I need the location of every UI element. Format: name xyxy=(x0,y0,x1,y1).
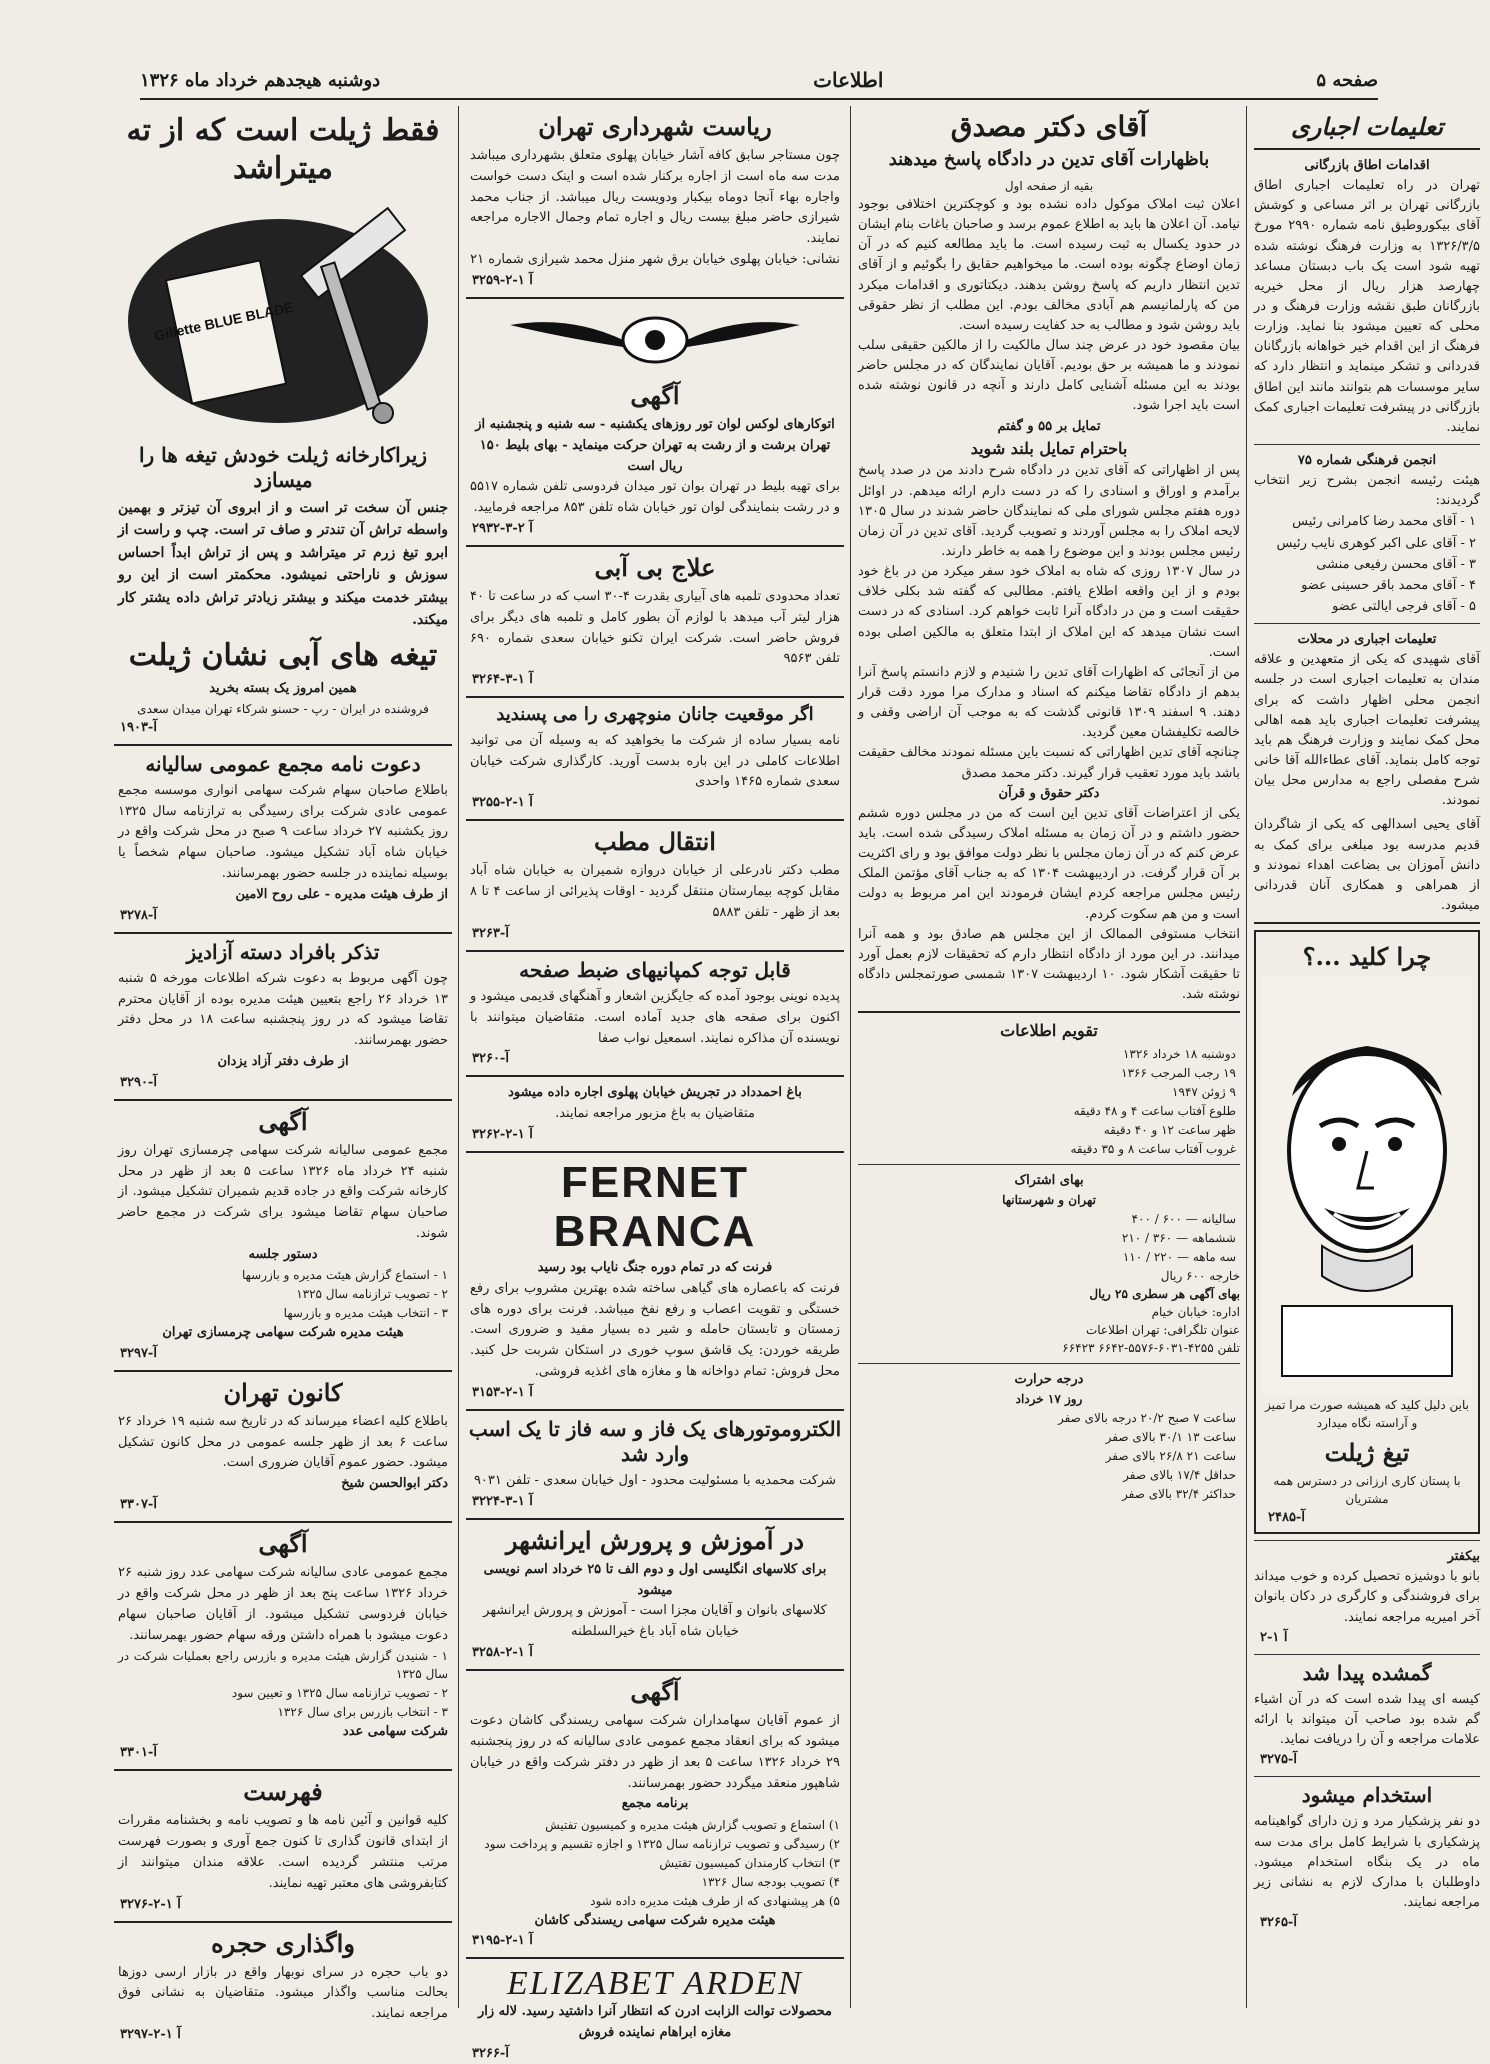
paper-name: اطلاعات xyxy=(813,68,884,92)
list-item: ۱۹ رجب المرجب ۱۳۶۶ xyxy=(1121,1066,1236,1081)
ad-subhead: اتوکارهای لوکس لوان تور روزهای یکشنبه - سه شنبه و پنجشنبه از تهران برشت و از رشت به تهران حرکت مینماید - بهای بلیط ۱۵۰ ریال است xyxy=(475,416,835,474)
list-item: ۵) هر پیشنهادی که از طرف هیئت مدیره داده شود xyxy=(590,1893,840,1908)
section-heading: تعلیمات اجباری در محلات xyxy=(1297,632,1437,648)
ad-body: شرکت محمدیه با مسئولیت محدود - اول خیابان سعدی - تلفن ۹۰۳۱ xyxy=(473,1472,837,1488)
ad-brand: تیغ ژیلت xyxy=(1324,1438,1410,1468)
ad-code: ۳۲۹۷-آ xyxy=(120,1345,157,1361)
ad-caption: باین دلیل کلید که همیشه صورت مرا تمیز و آراسته نگاه میدارد xyxy=(1264,1398,1470,1431)
list-item: طلوع آفتاب ساعت ۴ و ۴۸ دقیقه xyxy=(1073,1104,1236,1119)
ad-code: ۳۲۷۸-آ xyxy=(120,907,157,923)
article-paragraph: در سال ۱۳۰۷ روزی که شاه به املاک خود سفر میکرد من در باغ خود بودم و از این واقعه اطلاع یافتم. مطالبی که گفته شد بکلی خلاف حقیقت است و من در دادگاه آنرا ثابت خواهم کرد. اسنادی که در دست است نشان میدهد که این املاک از ابتدا متعلق به مالکین اصلی بوده است. xyxy=(858,564,1240,660)
column-rule xyxy=(1246,106,1247,2008)
ad-rate: بهای آگهی هر سطری ۲۵ ریال xyxy=(1089,1287,1240,1302)
ad-body: باطلاع کلیه اعضاء میرساند که در تاریخ سه شنبه ۱۹ خرداد ۲۶ ساعت ۶ بعد از ظهر جلسه عمومی در محل کانون تشکیل میشود. حضور عموم آقایان ضروری است. xyxy=(118,1413,448,1471)
list-item: ۲ - تصویب ترازنامه سال ۱۳۲۵ xyxy=(296,1286,448,1301)
list-item: ۲ - آقای علی اکبر کوهری نایب رئیس xyxy=(1276,535,1476,551)
smiling-face-illustration xyxy=(1262,976,1472,1396)
article-subheading: باحترام تمایل بلند شوید xyxy=(970,438,1128,458)
ad-code: ۱۹۰۳-آ xyxy=(120,719,157,735)
temperature-date: روز ۱۷ خرداد xyxy=(1015,1392,1083,1407)
ad-body: دو نفر پزشکیار مرد و زن دارای گواهینامه پزشکیاری با شرایط کامل برای مدت سه ماه در یک بنگاه استخدام میشود. داوطلبان با مدارک لازم به نشانی زیر مراجعه نمایند. xyxy=(1254,1814,1480,1911)
list-item: حداقل ۱۷/۴ بالای صفر xyxy=(1123,1468,1236,1483)
article-continued: بقیه از صفحه اول xyxy=(1004,178,1094,193)
ad-code: ۳۲۶۵-آ xyxy=(1260,1915,1297,1931)
ad-code: ۳۲۲۴-آ ۱-۳ xyxy=(472,1493,533,1509)
list-item: ۴) تصویب بودجه سال ۱۳۲۶ xyxy=(701,1874,840,1889)
ad-headline: بیکفتر xyxy=(1447,1549,1480,1565)
list-item: ظهر ساعت ۱۲ و ۴۰ دقیقه xyxy=(1103,1123,1236,1138)
agenda-title: برنامه مجمع xyxy=(621,1796,689,1812)
list-item: ۲ - تصویب ترازنامه سال ۱۳۲۵ و تعیین سود xyxy=(231,1686,448,1701)
ad-body: چون آگهی مربوط به دعوت شرکه اطلاعات مورخه ۵ شنبه ۱۳ خرداد ۲۶ راجع بتعیین هیئت مدیره بوده از آقایان محترم تقاضا میشود که در روز پنجشنبه ساعت ۱۸ در محل دفتر حضور بهمرسانند. xyxy=(118,970,448,1049)
ad-headline: علاج بی آبی xyxy=(594,553,716,583)
ad-code: آ ۱-۲ xyxy=(1260,1629,1288,1645)
ad-code: ۳۲۹۰-آ xyxy=(120,1074,157,1090)
ad-headline: آگهی xyxy=(258,1106,308,1136)
column-right xyxy=(1254,106,1480,2008)
article-paragraph: یکی از اعتراضات آقای تدین این است که من در مجلس دوره ششم حضور داشتم و در آن زمان به مسئله املاک رسیدگی شده است. باید عرض کنم که در آن زمان مجلس با نظر دولت موافق بود و رای اکثریت بر آن قرار گرفت. در اردیبهشت ۱۳۰۴ که به جناب آقای مؤتمن الملک رئیس مجلس مراجعه کردم ایشان فرمودند این امر مربوط به دولت است و من هم سکوت کردم. xyxy=(858,805,1240,922)
calendar-title: تقویم اطلاعات xyxy=(1000,1021,1098,1041)
agenda-list xyxy=(114,1266,452,1322)
ad-headline: چرا کلید ...؟ xyxy=(1302,942,1432,972)
ad-code: ۳۳۰۱-آ xyxy=(120,1745,157,1761)
ad-body: کلاسهای بانوان و آقایان مجزا است - آموزش و پرورش ایرانشهر خیابان شاه آباد باغ خیرالسلطنه xyxy=(483,1603,827,1640)
calendar-list xyxy=(858,1045,1240,1158)
ad-code: ۳۲۵۵-آ ۱-۲ xyxy=(472,795,533,811)
ad-headline: در آموزش و پرورش ایرانشهر xyxy=(505,1525,805,1555)
list-item: دوشنبه ۱۸ خرداد ۱۳۲۶ xyxy=(1122,1047,1236,1062)
list-item: ساعت ۲۱ ۲۶/۸ بالای صفر xyxy=(1105,1449,1236,1464)
ad-headline: فهرست xyxy=(243,1777,323,1807)
ad-signature: هیئت مدیره شرکت سهامی چرمسازی تهران xyxy=(162,1324,404,1340)
telegram-address: عنوان تلگرافی: تهران اطلاعات xyxy=(1085,1323,1240,1338)
ad-headline: آگهی xyxy=(258,1529,308,1559)
section-body: هیئت رئیسه انجمن بشرح زیر انتخاب گردیدند: xyxy=(1254,473,1480,509)
subscription-subhead: تهران و شهرستانها xyxy=(1002,1193,1096,1208)
article-subheading: دکتر حقوق و قرآن xyxy=(998,785,1100,801)
list-item: ۴ - آقای محمد باقر حسینی عضو xyxy=(1301,577,1476,593)
razor-pack-label: Gillette BLUE BLADE xyxy=(152,298,295,344)
list-item: ۱ - استماع گزارش هیئت مدیره و بازرسها xyxy=(241,1267,448,1282)
ad-body: مجمع عمومی سالیانه شرکت سهامی چرمسازی تهران روز شنبه ۲۴ خرداد ماه ۱۳۲۶ ساعت ۵ بعد از ظهر در محل کارخانه شرکت واقع در جاده قدیم شمیران تشکیل میشود. از صاحبان سهام تقاضا میشود برای شرکت در مجمع حاضر شوند. xyxy=(118,1142,449,1242)
section-body: آقای یحیی اسدالهی که یکی از شاگردان قدیم مدرسه بود مبلغی برای کمک به دانش آموزان بی بضاعت اهداء نمودند و از همراهی و همکاری آنان قدردانی میشود. xyxy=(1254,817,1480,913)
elizabeth-arden-brand: ELIZABET ARDEN xyxy=(507,1964,803,2002)
ad-body: نامه بسیار ساده از شرکت ما بخواهید که به وسیله آن می توانید اطلاعات کاملی در این باره بدست آورید. کارگذاری شرکت خیابان سعدی شماره ۱۴۶۵ واحدی xyxy=(470,732,840,790)
article-paragraph: بیان مقصود خود در عرض چند سال مالکیت را از مالکین حقیقی سلب نمودند و ما همیشه بر حق بودیم. آقایان نمایندگان که در مجلس حاضر بودند به این مسئله آشنایی کامل دارند و آنچه در قانون نوشته شده است باید اجرا شود. xyxy=(858,337,1240,414)
ad-body: از عموم آقایان سهامداران شرکت سهامی ریسندگی کاشان دعوت میشود که برای انعقاد مجمع عمومی عادی سالیانه که در روز پنجشنبه ۲۹ خرداد ۱۳۲۶ ساعت ۵ بعد از ظهر در دفتر شرکت واقع در خیابان شاهپور منعقد میگردد حضور بهمرسانند. xyxy=(470,1713,840,1791)
issue-date: دوشنبه هیجدهم خرداد ماه ۱۳۲۶ xyxy=(140,69,381,91)
ad-body: محصولات توالت الزابت ادرن که انتظار آنرا داشتید رسید. لاله زار مغازه ابراهام نماینده فروش xyxy=(477,2004,833,2040)
section-body: تهران در راه تعلیمات اجباری اطاق بازرگانی تهران بر اثر مساعی و کوشش آقای بیکوروطیق نامه شماره ۲۹۹۰ مورخ ۱۳۲۶/۳/۵ به وزارت فرهنگ نوشته شده تهیه شود است یک باب دبستان مساعد چهارصد هزار ریال از محل خیریه بازرگانان طبق نقشه وزارت فرهنگ و در محلی که تعیین میشود بنا نماید. وزارت فرهنگ از این اقدام خیر خواهانه بازرگانان قدردانی و تشکر مینماید و انتظار دارد که سایر موسسات هم بتوانند مانند این اطاق بازرگانی در پیشرفت تعلیمات اجباری کمک نمایند. xyxy=(1254,178,1480,435)
ad-cta: همین امروز یک بسته بخرید xyxy=(209,680,357,696)
temperature-list xyxy=(858,1409,1240,1503)
ad-headline: دعوت نامه مجمع عمومی سالیانه xyxy=(145,751,421,776)
ad-body: متقاضیان به باغ مزبور مراجعه نمایند. xyxy=(555,1106,755,1122)
ad-signature: دکتر ابوالحسن شیخ xyxy=(341,1476,448,1492)
gillette-razor-illustration xyxy=(114,191,452,437)
list-item: ۳ - انتخاب بازرس برای سال ۱۳۲۶ xyxy=(277,1705,448,1720)
ad-body: فرنت که باعصاره های گیاهی ساخته شده بهترین مشروب برای رفع خستگی و تقویت اعصاب و رفع نفخ میباشد. فرنت برای دوره های زمستان و تابستان حامله و شیر ده بسیار مفید و ضروری است. طریقه خوردن: یک قاشق سوپ خوری در استکان شربت حل کنید. محل فروش: تمام دواخانه ها و مغازه های اغذیه فروشی. xyxy=(470,1280,840,1379)
article-paragraph: انتخاب مستوفی الممالک از این مجلس هم صادق بود و همه آنرا میدانند. در این مورد از دادگاه انتظار دارم که تحقیقات لازم بعمل آورد تا حقیقت آشکار شود. ۱۰ اردیبهشت ۱۳۰۷ شمسی صورتمجلس دادگاه نوشته شد. xyxy=(858,926,1241,1003)
list-item: سالیانه — ۶۰۰ / ۴۰۰ xyxy=(1131,1212,1236,1227)
ad-subhead: فرنت که در تمام دوره جنگ نایاب بود رسید xyxy=(537,1259,773,1275)
foreign-price: خارجه ۶۰۰ ریال xyxy=(1160,1269,1240,1284)
ad-body: برای تهیه بلیط در تهران بوان تور میدان فردوسی تلفن شماره ۵۵۱۷ و در رشت بنمایندگی لوان تور خیابان شاه تلفن ۸۵۳ مراجعه فرمایید. xyxy=(470,479,840,516)
list-item: ۳) انتخاب کارمندان کمیسیون تفتیش xyxy=(659,1855,840,1870)
ad-code: ۳۳۰۷-آ xyxy=(120,1497,157,1513)
list-item: ۹ ژوئن ۱۹۴۷ xyxy=(1172,1085,1236,1100)
ad-headline: قابل توجه کمپانیهای ضبط صفحه xyxy=(519,957,791,982)
ad-code: ۲۹۳۲-آ ۲-۳ xyxy=(472,520,533,536)
agenda-title: دستور جلسه xyxy=(248,1246,318,1262)
list-item: ۳ - انتخاب هیئت مدیره و بازرسها xyxy=(283,1305,448,1320)
list-item: ساعت ۱۳ ۳۰/۱ بالای صفر xyxy=(1105,1430,1236,1445)
column-ads xyxy=(466,106,844,2061)
ad-headline: ریاست شهرداری تهران xyxy=(538,112,772,141)
list-item: ششماهه — ۳۶۰ / ۲۱۰ xyxy=(1121,1231,1236,1246)
gillette-ad-box xyxy=(1254,930,1480,1534)
ad-code: ۳۲۷۵-آ xyxy=(1260,1752,1297,1768)
ad-headline: آگهی xyxy=(630,380,680,410)
article-subheading: تمایل بر ۵۵ و گفتم xyxy=(997,418,1101,434)
phone-numbers: تلفن ۴۲۵۵-۶۰۳۱-۵۵۷۶-۶۶۴۲ ۶۶۴۲۳ xyxy=(1062,1341,1240,1356)
list-item: ۵ - آقای فرجی ایالتی عضو xyxy=(1332,598,1476,614)
ad-dealers: فروشنده در ایران - رپ - حسنو شرکاء تهران میدان سعدی xyxy=(137,701,429,716)
ad-body: بانو با دوشیزه تحصیل کرده و خوب میداند برای فروشندگی و کارگری در دکان بانوان آخر امیریه مراجعه نمایند. xyxy=(1254,1569,1480,1625)
list-item: حداکثر ۳۲/۴ بالای صفر xyxy=(1122,1487,1236,1502)
ad-headline: واگذاری حجره xyxy=(211,1928,355,1958)
fernet-branca-brand: FERNET BRANCA xyxy=(553,1158,757,1256)
article-paragraph: من از آنجائی که اظهارات آقای تدین را شنیدم و لازم دانستم پاسخ آنرا بدهم از دادگاه تقاضا میکنم که اسناد و مدارک مرا مورد دقت قرار دهند. ۹ اسفند ۱۳۰۹ قانونی گذشت که به موجب آن اراضی وقفی و خالصه تکلیفشان معین گردید. xyxy=(858,664,1241,741)
ad-body: چون مستاجر سابق کافه آشار خیابان پهلوی متعلق بشهرداری میباشد مدت سه ماه است از اجاره برکنار شده است و اینک دست خواست واجاره بهاء آنجا دوماه بیکبار ودویست ریال میباشد. از جناب محمد شیرازی حاضر مبلغ بیست ریال و اجاره تمام وجمال الاجاره مراجعه نمایند. xyxy=(470,148,840,247)
ad-address: نشانی: خیابان پهلوی خیابان برق شهر منزل محمد شیرازی شماره ۲۱ xyxy=(470,251,840,267)
ad-headline: تذکر بافراد دسته آزادیز xyxy=(186,939,380,964)
ad-headline: گمشده پیدا شد xyxy=(1302,1660,1432,1685)
ad-signature: شرکت سهامی عدد xyxy=(342,1724,448,1740)
column-rule xyxy=(850,106,851,2008)
ad-headline: انتقال مطب xyxy=(594,827,716,857)
article-paragraph: چنانچه آقای تدین اظهاراتی که نسبت باین مسئله نمودند مخالف حقیقت باشد باید مورد تعقیب قرار گیرند. دکتر محمد مصدق xyxy=(858,745,1240,781)
member-list xyxy=(1254,512,1480,617)
list-item: ۳ - آقای محسن رفیعی منشی xyxy=(1316,556,1476,572)
ad-headline: الکتروموتورهای یک فاز و سه فاز تا یک اسب وارد شد xyxy=(468,1416,842,1466)
article-subtitle: باظهارات آقای تدین در دادگاه پاسخ میدهند xyxy=(888,148,1210,170)
ad-signature: هیئت مدیره شرکت سهامی ریسندگی کاشان xyxy=(534,1912,776,1928)
section-title: تعلیمات اجباری xyxy=(1290,112,1443,141)
ad-code: ۳۲۶۲-آ ۱-۲ xyxy=(472,1127,533,1143)
ad-code: ۳۲۵۸-آ ۱-۲ xyxy=(472,1645,533,1661)
ad-body: پدیده نوینی بوجود آمده که جایگزین اشعار و آهنگهای قدیمی میشود و اکنون برای صفحه های جدید آماده است. متقاضیان میتوانند با نویسنده آن مذاکره نمایند. اسمعیل نواب صفا xyxy=(470,988,840,1046)
masthead xyxy=(140,62,1378,100)
ad-signature: از طرف دفتر آزاد یزدان xyxy=(217,1053,349,1069)
ad-body: تعداد محدودی تلمبه های آبیاری بقدرت ۴-۳۰ اسب که در ساعت تا ۴۰ هزار لیتر آب میدهد با لوازم آن بطور کامل و تلمبه های دیگر برای فروش حاضر است. شرکت ایران تکنو خیابان سعدی شماره ۶۹۰ تلفن ۹۵۶۳ xyxy=(470,589,840,667)
ad-code: ۳۱۹۵-آ ۱-۲ xyxy=(472,1932,533,1948)
article-paragraph: اعلان ثبت املاک موکول داده نشده بود و کوچکترین اختلافی بوجود نیامد. آن اعلان ها باید به اطلاع عموم برسد و صاحبان باغات بنام ایشان در حدود یکسال به ثبت رسیده است. ما باید مطالعه کنیم که در آن زمان اوضاع چگونه بوده است. ما میخواهیم حقایق را بگوئیم و از آقای تدین انتظار داریم که پاسخ روشن بدهند. دیکتاتوری و اقدامات میکرد من که پارلمانیسم هم آبادی مخالف بودم. این مطلب از نظر حقوقی باید روشن شود و مطالب به حد کفایت رسیده است. xyxy=(858,196,1240,333)
ad-caption: با پستان کاری ارزانی در دسترس همه مشتریان xyxy=(1273,1474,1461,1507)
ad-code: ۳۲۶۳-آ xyxy=(472,925,509,941)
ad-headline: استخدام میشود xyxy=(1301,1783,1433,1808)
page-number: صفحه ۵ xyxy=(1316,69,1378,91)
list-item: ۲) رسیدگی و تصویب ترازنامه سال ۱۳۲۵ و اجازه تقسیم و پرداخت سود xyxy=(484,1836,840,1851)
list-item: ۱ - آقای محمد رضا کامرانی رئیس xyxy=(1292,514,1476,530)
ad-headline: اگر موقعیت جانان منوچهری را می پسندید xyxy=(496,704,814,726)
list-item: ساعت ۷ صبح ۲۰/۲ درجه بالای صفر xyxy=(1057,1411,1236,1426)
ad-code: ۳۲۶۶-آ xyxy=(472,2045,509,2061)
ad-body: باطلاع صاحبان سهام شرکت سهامی انواری موسسه مجمع عمومی عادی شرکت برای رسیدگی به ترازنامه سال ۱۳۲۵ روز یکشنبه ۲۷ خرداد ساعت ۹ صبح در محل شرکت واقع در خیابان شاه آباد تشکیل میشود. صاحبان سهام شخصاً یا بوسیله نماینده در جلسه حضور بهمرسانند. xyxy=(118,782,448,881)
ad-body: مجمع عمومی عادی سالیانه شرکت سهامی عدد روز شنبه ۲۶ خرداد ۱۳۲۶ ساعت پنج بعد از ظهر در محل شرکت واقع در خیابان فردوسی تشکیل میشود. از آقایان صاحبان سهام دعوت میشود با همراه داشتن ورقه سهام حضور بهمرسانند. xyxy=(118,1565,449,1643)
temperature-title: درجه حرارت xyxy=(1014,1372,1084,1388)
ad-signature: از طرف هیئت مدیره - علی روح الامین xyxy=(235,886,448,902)
section-heading: اقدامات اطاق بازرگانی xyxy=(1304,158,1430,173)
ad-code: ۳۲۶۴-آ ۱-۳ xyxy=(472,672,533,688)
ad-code: ۳۲۶۰-آ xyxy=(472,1051,509,1067)
ad-brand: تیغه های آبی نشان ژیلت xyxy=(128,638,438,674)
column-left xyxy=(114,106,452,2043)
subscription-title: بهای اشتراک xyxy=(1014,1173,1084,1189)
article-title: آقای دکتر مصدق xyxy=(950,110,1148,143)
column-article xyxy=(858,106,1240,2008)
list-item: ۱) استماع و تصویب گزارش هیئت مدیره و کمیسیون تفتیش xyxy=(545,1817,840,1832)
ad-body: کلیه قوانین و آئین نامه ها و تصویب نامه و بخشنامه مقررات از ابتدای قانون گذاری تا کنون جمع آوری و بصورت فهرست مرتب منتشر گردیده است. علاقه مندان میتوانند از کتابفروشی های معتبر تهیه نمایند. xyxy=(118,1813,448,1891)
ad-body: مطب دکتر نادرعلی از خیابان دروازه شمیران به خیابان شاه آباد مقابل کوچه بیمارستان منتقل گردید - اوقات پذیرائی از ساعت ۴ تا ۸ بعد از ظهر - تلفن ۵۸۸۳ xyxy=(470,863,840,920)
ad-body: جنس آن سخت تر است و از ابروی آن تیزتر و بهمین واسطه تراش آن تندتر و صاف تر است. چپ و راست از ابرو تیغ زرم تر میتراشد و پس از تراش ابداً احساس سوزش و ناراحتی نمیشود. محکمتر است از این رو بیشتر خدمت میکند و بیشتر زیادتر تراش داده یشتر کار میکند. xyxy=(118,500,448,628)
section-body: آقای شهیدی که یکی از متعهدین و علاقه مندان به تعلیمات اجباری است در جلسه انجمن محلی اظهار داشت که برای پیشرفت تعلیمات اجباری باید همه اهالی محل کمک نمایند و وزارت فرهنگ هم باید توجه کامل بنماید. آقای عطاءالله آقا خانی شرح مفصلی راجع به مدارس محل بیان نمودند. xyxy=(1254,652,1480,809)
section-heading: انجمن فرهنگی شماره ۷۵ xyxy=(1297,452,1437,468)
article-paragraph: پس از اظهاراتی که آقای تدین در دادگاه شرح دادند من در صدد پاسخ برآمدم و اوراق و اسنادی را که در دست دارم ارائه میدهم. در اوائل دوره هفتم مجلس شورای ملی که نمایندگان حاضر شدند در سال ۱۳۰۵ لایحه املاک را به مجلس آوردند و تصویب گردید. آقای تدین در آن زمان رئیس مجلس بودند و این موضوع را همه به خاطر دارند. xyxy=(858,463,1240,560)
ad-body: کیسه ای پیدا شده است که در آن اشیاء گم شده بود صاحب آن میتواند با ارائه علامات مراجعه و آن را دریافت نماید. xyxy=(1254,1691,1480,1748)
office-address: اداره: خیابان خیام xyxy=(1151,1305,1240,1320)
agenda-list xyxy=(466,1816,844,1910)
gillette-headline: فقط ژیلت است که از ته میتراشد xyxy=(126,113,440,186)
ad-headline: آگهی xyxy=(630,1677,680,1707)
ad-body: دو باب حجره در سرای نوبهار واقع در بازار ارسی دوزها بحالت مناسب واگذار میشود. متقاضیان به نشانی فوق مراجعه نمایند. xyxy=(118,1964,448,2022)
price-list xyxy=(858,1210,1240,1266)
ad-headline: کانون تهران xyxy=(223,1377,343,1407)
ad-code: ۳۲۷۶-آ ۱-۲ xyxy=(120,1896,181,1912)
agenda-list xyxy=(114,1647,452,1721)
winged-emblem-logo xyxy=(466,305,844,375)
list-item: سه ماهه — ۲۲۰ / ۱۱۰ xyxy=(1122,1250,1236,1265)
ad-code: ۳۲۵۹-آ ۱-۲ xyxy=(472,272,533,288)
ad-code: ۲۴۸۵-آ xyxy=(1268,1510,1305,1526)
ad-code: ۳۲۹۷-آ ۱-۲ xyxy=(120,2027,181,2043)
list-item: ۱ - شنیدن گزارش هیئت مدیره و بازرس راجع بعملیات شرکت در سال ۱۳۲۵ xyxy=(118,1649,448,1682)
ad-subhead: برای کلاسهای انگلیسی اول و دوم الف تا ۲۵ خرداد اسم نویسی میشود xyxy=(483,1561,827,1598)
column-rule xyxy=(458,106,459,2008)
ad-subhead: زیراکارخانه ژیلت خودش تیغه ها را میسازد xyxy=(139,443,427,492)
ad-code: ۳۱۵۳-آ ۱-۲ xyxy=(472,1384,533,1400)
list-item: غروب آفتاب ساعت ۸ و ۳۵ دقیقه xyxy=(1070,1142,1236,1157)
ad-headline: باغ احمدداد در تجریش خیابان پهلوی اجاره داده میشود xyxy=(508,1085,802,1101)
